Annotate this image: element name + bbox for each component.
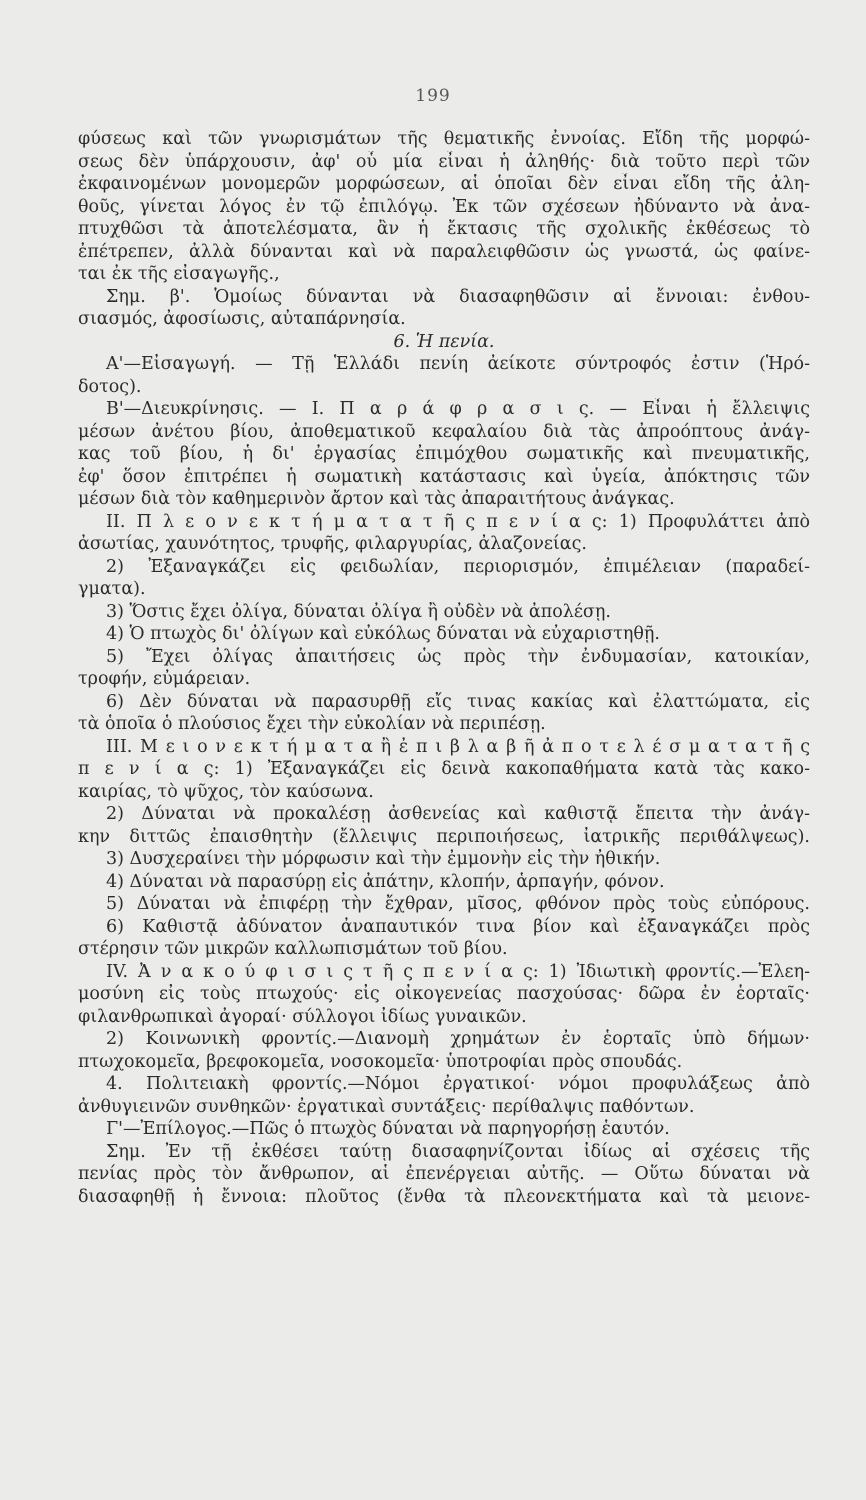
text-line: σιασμός, ἀφοσίωσις, αὐταπάρνησία. [78, 309, 406, 329]
text-line: 5) Δύναται νὰ ἐπιφέρῃ τὴν ἔχθραν, μῖσος, φθόνον πρὸς τοὺς εὐπόρους. [106, 894, 810, 914]
text-line: ἀνθυγιεινῶν συνθηκῶν· ἐργατικαὶ συντάξεις· περίθαλψις παθόντων. [78, 1096, 695, 1117]
text-line: 5) Ἔχει ὀλίγας ἀπαιτήσεις ὡς πρὸς τὴν ἐνδυμασίαν, κατοικίαν, [106, 646, 810, 667]
text-line: ται ἐκ τῆς εἰσαγωγῆς., [78, 264, 280, 284]
text-line: Σημ. Ἐν τῇ ἐκθέσει ταύτῃ διασαφηνίζονται ἰδίως αἱ σχέσεις τῆς [106, 1141, 810, 1162]
text-line: μέσων διὰ τὸν καθημερινὸν ἄρτον καὶ τὰς ἀπαραιτήτους ἀνάγκας. [78, 489, 675, 509]
text-line: σεως δὲν ὑπάρχουσιν, ἀφ' οὗ μία εἶναι ἡ ἀληθής· διὰ τοῦτο περὶ τῶν [78, 151, 810, 172]
text-line: ΙΙ. Π λ ε ο ν ε κ τ ή μ α τ α τ ῆ ς π ε ν ί α ς: 1) Προφυλάττει ἀπὸ [106, 511, 810, 532]
text-line: Β'—Διευκρίνησις. — Ι. Π α ρ ά φ ρ α σ ι ς. — Εἶναι ἡ ἔλλειψις [106, 399, 810, 419]
text-line: μοσύνη εἰς τοὺς πτωχούς· εἰς οἰκογενείας πασχούσας· δῶρα ἐν ἑορταῖς· [78, 984, 810, 1004]
text-line: 6) Δὲν δύναται νὰ παρασυρθῇ εἴς τινας κακίας καὶ ἐλαττώματα, εἰς [106, 691, 810, 712]
text-line: τροφήν, εὐμάρειαν. [78, 669, 251, 689]
text-line: Α'—Εἰσαγωγή. — Τῇ Ἑλλάδι πενίη ἀείκοτε σύντροφός ἐστιν (Ἡρό- [106, 354, 810, 374]
text-line: στέρησιν τῶν μικρῶν καλλωπισμάτων τοῦ βίου. [78, 939, 508, 959]
text-line: 4) Δύναται νὰ παρασύρῃ εἰς ἀπάτην, κλοπήν, ἁρπαγήν, φόνον. [106, 871, 665, 892]
text-line: κας τοῦ βίου, ἡ δι' ἐργασίας ἐπιμόχθου σωματικῆς καὶ πνευματικῆς, [78, 444, 810, 464]
text-line: Γ'—Ἐπίλογος.—Πῶς ὁ πτωχὸς δύναται νὰ παρηγορήσῃ ἑαυτόν. [106, 1119, 670, 1139]
text-line: ἐκφαινομένων μονομερῶν μορφώσεων, αἱ ὁποῖαι δὲν εἶναι εἴδη τῆς ἀλη- [78, 174, 810, 194]
text-line: διασαφηθῇ ἡ ἔννοια: πλοῦτος (ἔνθα τὰ πλεονεκτήματα καὶ τὰ μειονε- [78, 1186, 810, 1207]
text-line: καιρίας, τὸ ψῦχος, τὸν καύσωνα. [78, 781, 374, 802]
text-line: πτωχοκομεῖα, βρεφοκομεῖα, νοσοκομεῖα· ὑποτροφίαι πρὸς σπουδάς. [78, 1051, 683, 1072]
text-line: ΙΙΙ. Μ ε ι ο ν ε κ τ ή μ α τ α ἢ ἐ π ι β λ α β ῆ ἀ π ο τ ε λ έ σ μ α τ α τ ῆ ς [106, 736, 810, 757]
text-line: Σημ. β'. Ὁμοίως δύνανται νὰ διασαφηθῶσιν αἱ ἔννοιαι: ἐνθου- [106, 286, 810, 307]
text-line: 6) Καθιστᾷ ἀδύνατον ἀναπαυτικόν τινα βίον καὶ ἐξαναγκάζει πρὸς [106, 916, 810, 937]
text-line: 2) Δύναται νὰ προκαλέσῃ ἀσθενείας καὶ καθιστᾷ ἔπειτα τὴν ἀνάγ- [106, 804, 810, 824]
text-line: 3) Δυσχεραίνει τὴν μόρφωσιν καὶ τὴν ἐμμονὴν εἰς τὴν ἠθικήν. [106, 849, 661, 869]
text-line: δοτος). [78, 376, 142, 397]
text-line: γματα). [78, 579, 146, 599]
body-text [78, 128, 810, 1208]
text-line: IV. Ἀ ν α κ ο ύ φ ι σ ι ς τ ῆ ς π ε ν ί α ς: 1) Ἰδιωτικὴ φροντίς.—Ἐλεη- [106, 961, 810, 982]
text-line: 3) Ὅστις ἔχει ὀλίγα, δύναται ὀλίγα ἢ οὐδὲν νὰ ἀπολέσῃ. [106, 601, 611, 622]
text-line: 4) Ὁ πτωχὸς δι' ὀλίγων καὶ εὐκόλως δύναται νὰ εὐχαριστηθῇ. [106, 624, 660, 644]
text-line: ἐφ' ὅσον ἐπιτρέπει ἡ σωματικὴ κατάστασις καὶ ὑγεία, ἀπόκτησις τῶν [78, 466, 810, 487]
text-line: θοῦς, γίνεται λόγος ἐν τῷ ἐπιλόγῳ. Ἐκ τῶν σχέσεων ἠδύναντο νὰ ἀνα- [78, 196, 810, 217]
text-line: ἐπέτρεπεν, ἀλλὰ δύνανται καὶ νὰ παραλειφθῶσιν ὡς γνωστά, ὡς φαίνε- [78, 241, 810, 262]
text-line: 2) Κοινωνικὴ φροντίς.—Διανομὴ χρημάτων ἐν ἑορταῖς ὑπὸ δήμων· [106, 1029, 810, 1049]
section-heading: 6. Ἡ πενία. [393, 331, 495, 352]
text-line: φύσεως καὶ τῶν γνωρισμάτων τῆς θεματικῆς ἐννοίας. Εἴδη τῆς μορφώ- [78, 129, 810, 149]
text-line: 4. Πολιτειακὴ φροντίς.—Νόμοι ἐργατικοί· νόμοι προφυλάξεως ἀπὸ [106, 1074, 810, 1094]
text-line: πενίας πρὸς τὸν ἄνθρωπον, αἱ ἐπενέργειαι αὐτῆς. — Οὕτω δύναται νὰ [78, 1164, 810, 1184]
text-line: ἀσωτίας, χαυνότητος, τρυφῆς, φιλαργυρίας, ἀλαζονείας. [78, 534, 587, 554]
text-line: κην διττῶς ἐπαισθητὴν (ἔλλειψις περιποιήσεως, ἰατρικῆς περιθάλψεως). [78, 826, 810, 847]
text-line: μέσων ἀνέτου βίου, ἀποθεματικοῦ κεφαλαίου διὰ τὰς ἀπροόπτους ἀνάγ- [78, 421, 810, 442]
text-line: φιλανθρωπικαὶ ἀγοραί· σύλλογοι ἰδίως γυναικῶν. [78, 1006, 527, 1027]
page-number: 199 [415, 86, 451, 106]
text-line: πτυχθῶσι τὰ ἀποτελέσματα, ἂν ἡ ἔκτασις τῆς σχολικῆς ἐκθέσεως τὸ [78, 219, 810, 239]
text-line: π ε ν ί α ς: 1) Ἐξαναγκάζει εἰς δεινὰ κακοπαθήματα κατὰ τὰς κακο- [78, 759, 810, 779]
text-line: 2) Ἐξαναγκάζει εἰς φειδωλίαν, περιορισμόν, ἐπιμέλειαν (παραδεί- [106, 556, 810, 577]
text-line: τὰ ὁποῖα ὁ πλούσιος ἔχει τὴν εὐκολίαν νὰ περιπέσῃ. [78, 714, 546, 734]
